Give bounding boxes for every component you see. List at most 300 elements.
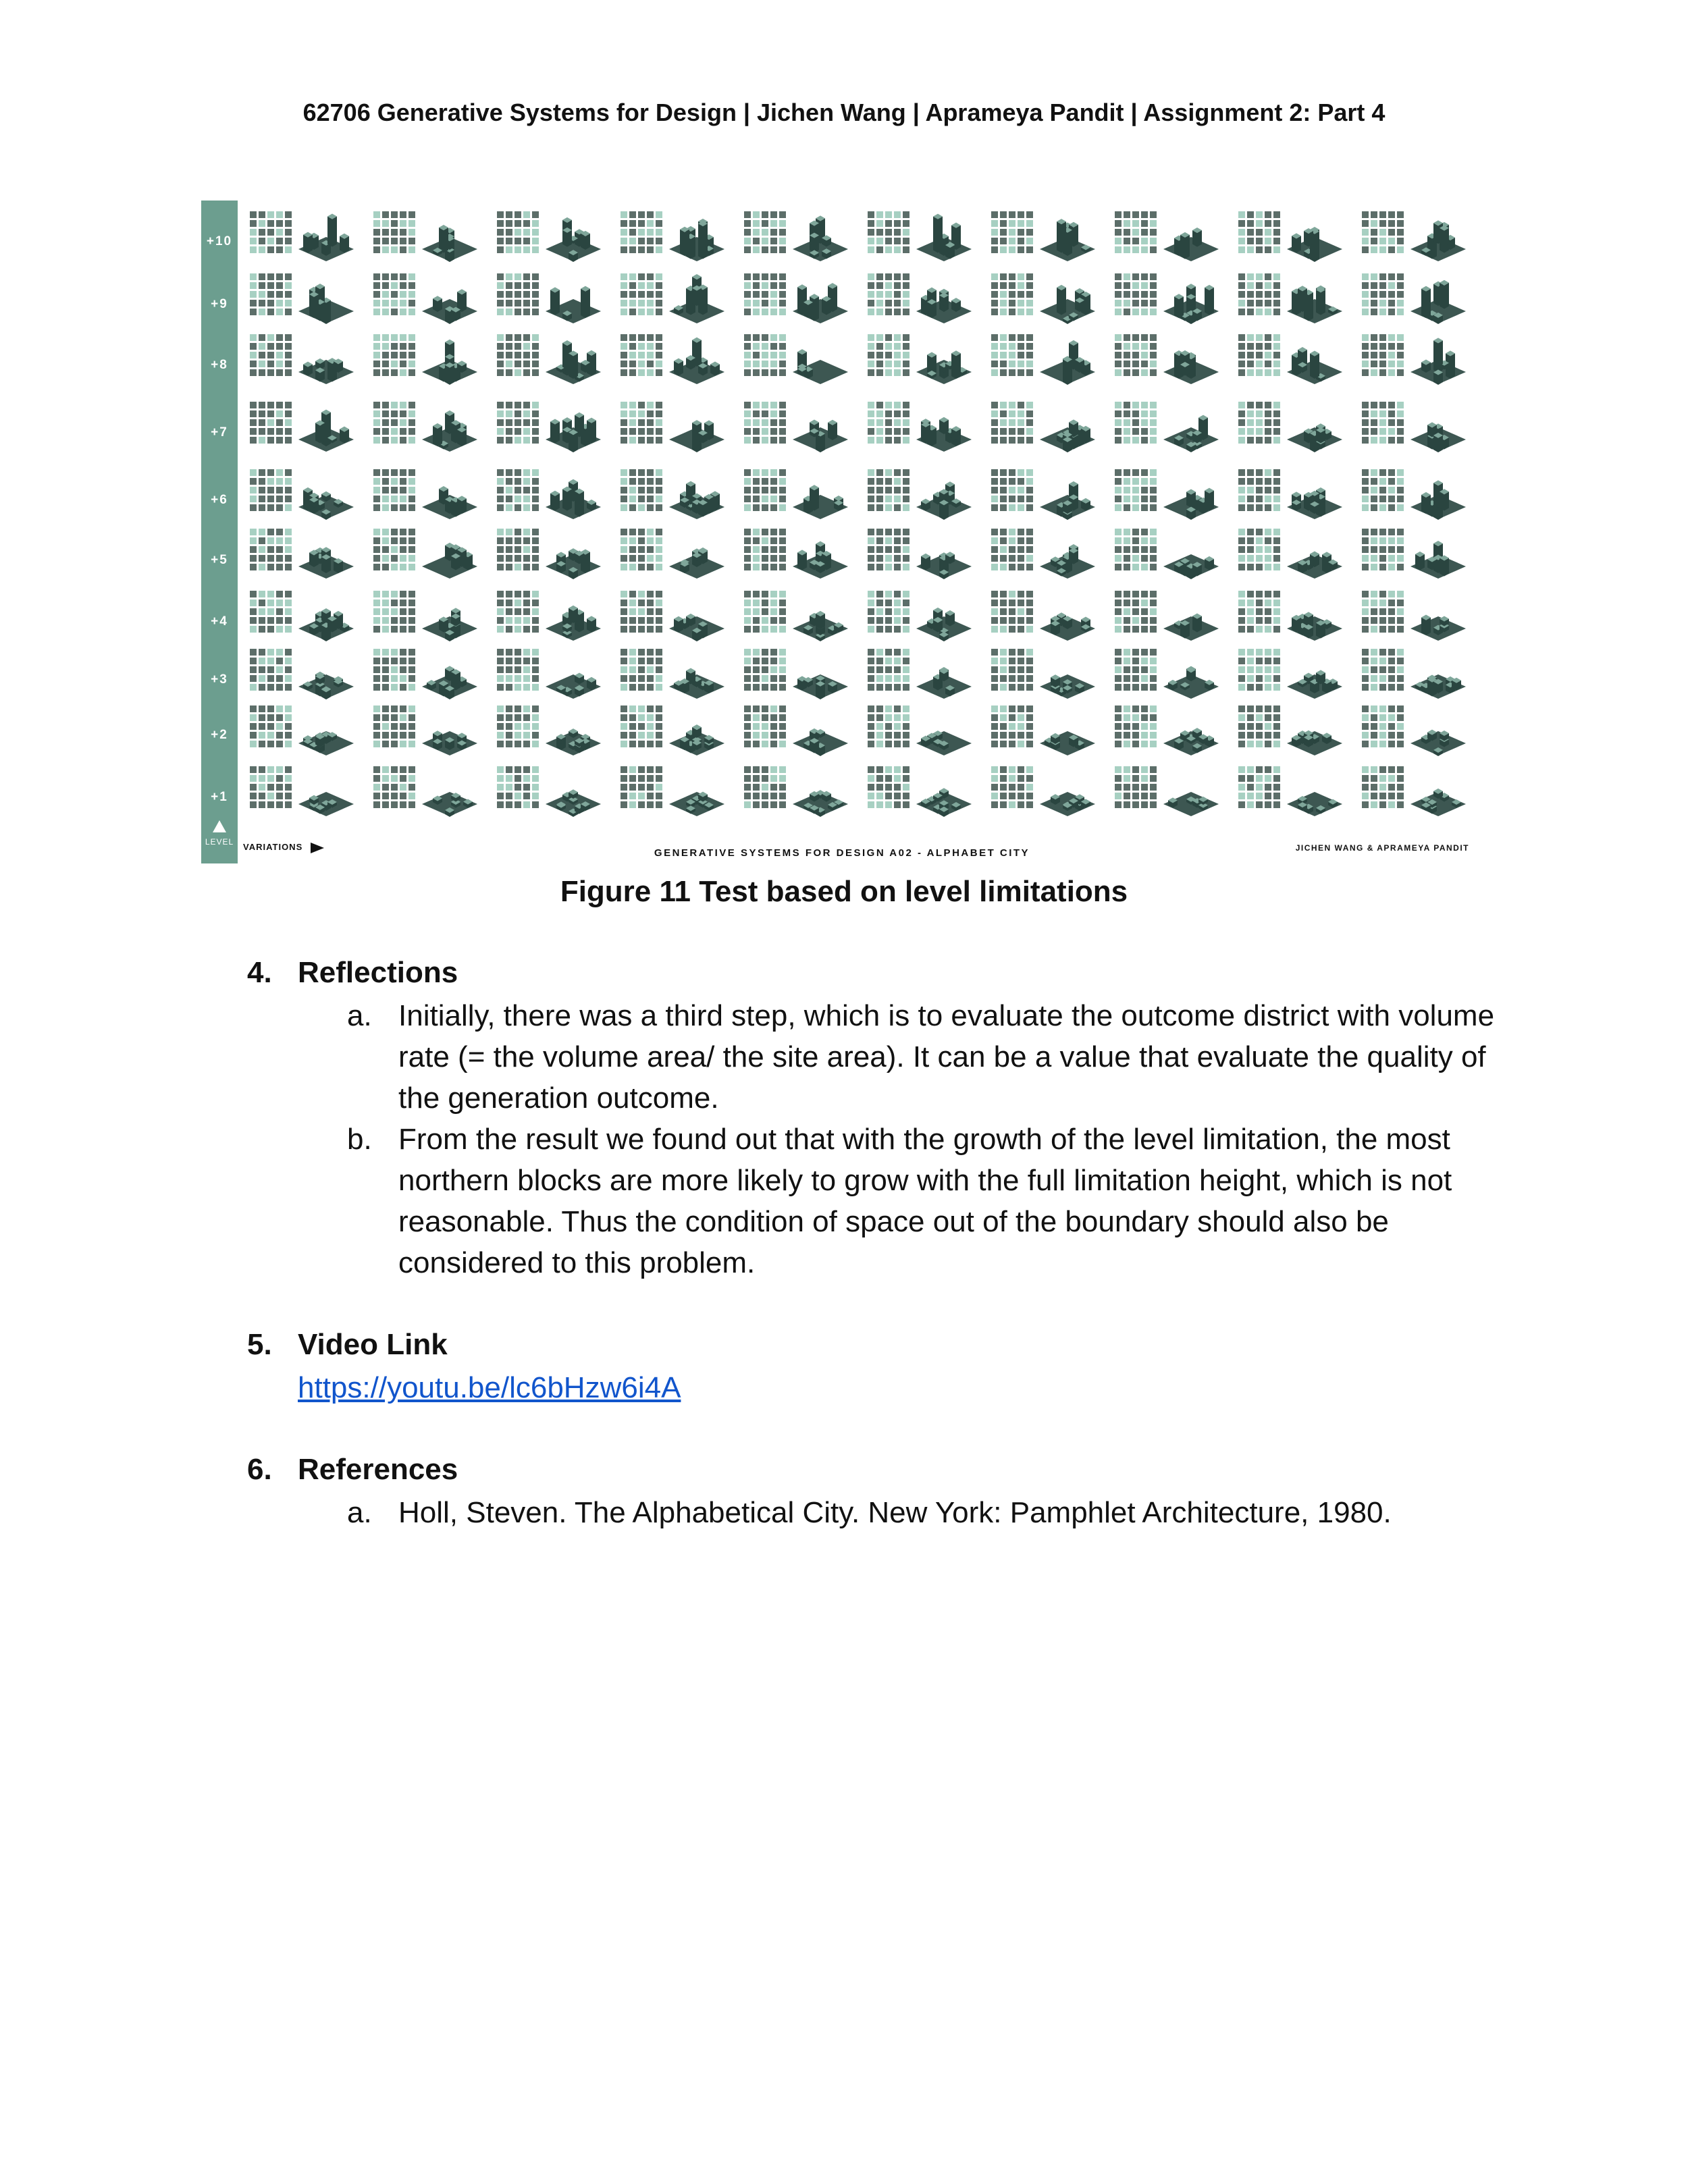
massing-icon [1038,525,1097,580]
plan-tile [744,649,786,691]
variation-cell [247,643,355,700]
massing-icon [668,207,726,263]
massing-icon [1162,398,1220,453]
variation-cell [371,329,479,385]
massing-icon [297,269,355,325]
variation-cell [741,585,849,642]
massing-icon [544,645,602,700]
variation-cell [988,396,1097,453]
massing-icon [544,762,602,818]
variation-cell [1236,523,1344,580]
massing-icon [791,269,849,325]
massing-icon [544,398,602,453]
plan-tile [744,529,786,570]
massing-icon [1162,701,1220,757]
level-bar [201,201,238,863]
massing-tower [680,230,689,256]
level-word: LEVEL [205,837,234,847]
plan-tile [1115,529,1157,570]
variation-cell [1112,761,1220,818]
plan-tile [250,529,292,570]
level-label: +1 [211,790,228,804]
massing-tower [303,235,313,253]
massing-icon [1286,525,1344,580]
massing-icon [1038,645,1097,700]
massing-tower [921,425,930,444]
massing-tower [951,353,961,379]
variation-cell [741,761,849,818]
variation-cell [371,464,479,521]
plan-tile [497,529,539,570]
massing-icon [1038,207,1097,263]
variation-cell [1236,700,1344,757]
variation-cell [865,206,973,263]
massing-icon [791,330,849,385]
massing-tower [550,422,560,444]
massing-icon [1286,465,1344,521]
massing-icon [1409,587,1467,642]
massing-icon [421,762,479,818]
variation-cell [618,396,726,453]
variation-cell [1359,523,1467,580]
variation-cell [618,700,726,757]
massing-icon [1409,330,1467,385]
massing-icon [791,645,849,700]
massing-icon [297,207,355,263]
variation-cell [988,268,1097,325]
variations-label: VARIATIONS [243,842,303,852]
variation-cell [988,523,1097,580]
massing-icon [1409,398,1467,453]
massing-icon [1038,269,1097,325]
variation-cell [988,329,1097,385]
variation-cell [494,700,602,757]
variation-cell [865,464,973,521]
plan-tile [250,766,292,808]
plan-tile [621,529,662,570]
variation-cell [1236,585,1344,642]
massing-tower [933,217,943,247]
plan-tile [991,211,1033,253]
level-limitation-figure [201,201,1483,863]
figure-caption: Figure 11 Test based on level limitations [560,875,1128,908]
variation-cell [371,643,479,700]
variation-cell [371,396,479,453]
massing-icon [1038,398,1097,453]
massing-icon [1286,587,1344,642]
massing-icon [915,207,973,263]
plan-tile [250,211,292,253]
plan-tile [621,649,662,691]
plan-tile [991,402,1033,444]
massing-icon [1409,701,1467,757]
massing-tower [1310,353,1319,379]
plan-tile [373,211,415,253]
massing-icon [421,330,479,385]
massing-icon [421,645,479,700]
massing-icon [544,465,602,521]
massing-icon [297,525,355,580]
massing-icon [544,525,602,580]
massing-base [1163,237,1219,261]
plan-tile [250,705,292,747]
massing-icon [297,330,355,385]
plan-tile [373,273,415,315]
plan-tile [373,469,415,511]
plan-tile [621,334,662,376]
plan-tile [1362,591,1404,633]
variation-cell [247,700,355,757]
video-link[interactable]: https://youtu.be/lc6bHzw6i4A [298,1371,681,1404]
variation-cell [247,523,355,580]
plan-tile [868,529,909,570]
massing-icon [668,525,726,580]
plan-tile [1362,402,1404,444]
massing-tower [816,433,825,452]
variation-cell [741,396,849,453]
massing-icon [1286,701,1344,757]
massing-tower [1433,340,1443,367]
massing-tower [1298,288,1307,312]
plan-tile [991,273,1033,315]
variation-cell [1359,396,1467,453]
massing-icon [791,398,849,453]
variation-cell [247,268,355,325]
massing-icon [1038,587,1097,642]
plan-tile [497,705,539,747]
section-title: Reflections [298,956,458,989]
level-label: +10 [206,234,233,248]
massing-icon [1286,330,1344,385]
variation-cell [494,396,602,453]
variation-cell [618,206,726,263]
massing-icon [1409,762,1467,818]
massing-base [1163,616,1219,641]
plan-tile [1362,334,1404,376]
plan-tile [497,469,539,511]
variation-cell [865,396,973,453]
plan-tile [744,469,786,511]
massing-icon [1162,269,1220,325]
plan-tile [868,766,909,808]
level-label: +6 [211,493,228,507]
plan-tile [1115,591,1157,633]
plan-tile [497,334,539,376]
variation-cell [865,523,973,580]
plan-tile [497,273,539,315]
variation-cell [1112,523,1220,580]
plan-tile [1238,591,1280,633]
plan-tile [1238,273,1280,315]
massing-icon [1286,207,1344,263]
massing-icon [791,207,849,263]
plan-tile [1115,402,1157,444]
plan-tile [744,273,786,315]
massing-tower [587,421,596,444]
plan-tile [373,402,415,444]
plan-tile [497,649,539,691]
plan-tile [868,649,909,691]
page-header: 62706 Generative Systems for Design | Jichen Wang | Aprameya Pandit | Assignment 2: Part 4 [302,99,1386,126]
massing-icon [668,465,726,521]
variation-cell [494,523,602,580]
level-label: +5 [211,553,228,567]
plan-tile [1115,705,1157,747]
massing-icon [421,207,479,263]
variation-cell [1112,700,1220,757]
plan-tile [868,334,909,376]
variation-cell [1359,206,1467,263]
massing-icon [1162,525,1220,580]
variation-cell [741,206,849,263]
variation-cell [247,329,355,385]
massing-tower [1205,288,1214,315]
plan-tile [868,591,909,633]
massing-icon [421,465,479,521]
plan-tile [373,591,415,633]
plan-tile [1362,705,1404,747]
plan-tile [868,273,909,315]
plan-tile [1362,273,1404,315]
plan-tile [744,402,786,444]
plan-tile [991,529,1033,570]
massing-icon [915,762,973,818]
figure-inner-title: GENERATIVE SYSTEMS FOR DESIGN A02 - ALPHABET CITY [654,847,1030,859]
plan-tile [497,766,539,808]
plan-tile [373,766,415,808]
massing-tower [439,228,448,252]
variation-grid [247,201,1483,835]
variation-cell [1112,206,1220,263]
variation-cell [741,523,849,580]
plan-tile [250,591,292,633]
list-marker: a. [347,999,372,1032]
massing-tower [569,353,578,379]
plan-tile [744,766,786,808]
variation-cell [247,206,355,263]
massing-tower [569,432,578,452]
variation-cell [1359,643,1467,700]
variation-cell [618,464,726,521]
massing-tower [550,290,560,315]
variation-cell [247,585,355,642]
plan-tile [621,273,662,315]
massing-icon [421,525,479,580]
section-number: 5. [247,1328,272,1361]
variation-cell [1359,268,1467,325]
plan-tile [991,766,1033,808]
plan-tile [250,334,292,376]
massing-icon [915,398,973,453]
level-label: +9 [211,297,228,311]
variation-cell [618,268,726,325]
massing-icon [297,701,355,757]
variation-cell [494,464,602,521]
massing-tower [1174,296,1184,318]
plan-tile [991,649,1033,691]
plan-tile [1238,529,1280,570]
variation-cell [865,268,973,325]
variation-cell [1112,329,1220,385]
variation-cell [865,329,973,385]
massing-icon [1409,269,1467,325]
massing-tower [1440,491,1449,510]
massing-icon [297,762,355,818]
plan-tile [1115,211,1157,253]
massing-tower [433,426,442,446]
massing-tower [1421,495,1431,514]
massing-icon [915,645,973,700]
massing-icon [421,587,479,642]
plan-tile [1238,766,1280,808]
plan-tile [1238,334,1280,376]
massing-icon [1286,645,1344,700]
section-number: 6. [247,1453,272,1486]
massing-tower [309,294,319,318]
massing-icon [297,645,355,700]
variation-cell [1236,268,1344,325]
massing-icon [1409,525,1467,580]
massing-icon [1286,762,1344,818]
variation-cell [371,700,479,757]
plan-tile [1115,273,1157,315]
massing-icon [668,587,726,642]
list-item-text: Holl, Steven. The Alphabetical City. New York: Pamphlet Architecture, 1980. [398,1496,1392,1529]
plan-tile [373,705,415,747]
massing-icon [1409,645,1467,700]
variation-cell [1112,643,1220,700]
plan-tile [621,766,662,808]
list-item-text: Initially, there was a third step, which is to evaluate the outcome district with volume rate (= the volume area/ the site area). It can be a value that evaluate the quality of the generation outcome. [398,999,1495,1115]
variation-cell [988,206,1097,263]
plan-tile [991,705,1033,747]
plan-tile [1115,469,1157,511]
massing-icon [668,269,726,325]
variation-cell [1112,396,1220,453]
variation-cell [1359,700,1467,757]
massing-icon [668,330,726,385]
plan-tile [250,469,292,511]
level-label: +2 [211,728,228,742]
massing-icon [544,207,602,263]
variation-cell [494,268,602,325]
massing-icon [297,398,355,453]
variation-cell [1236,329,1344,385]
massing-icon [1038,465,1097,521]
massing-icon [297,465,355,521]
plan-tile [991,334,1033,376]
variation-cell [1236,396,1344,453]
massing-icon [668,701,726,757]
massing-icon [1409,465,1467,521]
plan-tile [621,211,662,253]
variation-cell [494,643,602,700]
massing-tower [1440,228,1449,247]
list-item-text: From the result we found out that with the growth of the level limitation, the most northern blocks are more likely to grow with the full limitation height, which is not reasonable. Thus the condition of space out of the boundary should also be considered to this problem. [398,1123,1452,1279]
plan-tile [1115,649,1157,691]
variation-cell [1112,464,1220,521]
level-label: +7 [211,425,228,440]
level-label: +4 [211,614,228,629]
variation-cell [865,643,973,700]
massing-tower [1316,290,1325,315]
level-arrow-icon [213,820,226,832]
variation-cell [1236,464,1344,521]
massing-icon [297,587,355,642]
plan-tile [1362,766,1404,808]
massing-icon [915,465,973,521]
variation-cell [618,643,726,700]
massing-icon [915,330,973,385]
variation-cell [494,761,602,818]
massing-icon [915,701,973,757]
variation-cell [1359,464,1467,521]
massing-icon [1162,645,1220,700]
section-title: Video Link [298,1328,448,1361]
variation-cell [247,761,355,818]
plan-tile [1362,211,1404,253]
variation-cell [1236,643,1344,700]
massing-tower [562,489,572,511]
variation-cell [494,329,602,385]
plan-tile [1115,766,1157,808]
massing-icon [915,587,973,642]
variation-cell [1236,206,1344,263]
plan-tile [744,334,786,376]
plan-tile [868,402,909,444]
variation-cell [1112,268,1220,325]
variation-cell [865,761,973,818]
variation-cell [741,700,849,757]
plan-tile [868,469,909,511]
plan-tile [1362,469,1404,511]
massing-icon [668,645,726,700]
figure-credit: JICHEN WANG & APRAMEYA PANDIT [1295,843,1469,853]
massing-tower [698,223,708,252]
variation-cell [247,464,355,521]
variation-cell [371,761,479,818]
section-number: 4. [247,956,272,989]
variation-cell [1359,761,1467,818]
variation-cell [618,761,726,818]
variation-cell [1112,585,1220,642]
massing-icon [791,762,849,818]
massing-icon [1286,398,1344,453]
massing-icon [1162,587,1220,642]
plan-tile [621,705,662,747]
massing-icon [1162,762,1220,818]
massing-icon [915,269,973,325]
variation-cell [371,268,479,325]
plan-tile [1238,649,1280,691]
plan-tile [1238,402,1280,444]
variation-cell [247,396,355,453]
massing-tower [581,289,590,312]
massing-icon [668,762,726,818]
massing-tower [1205,491,1214,511]
massing-icon [421,398,479,453]
massing-icon [1162,465,1220,521]
plan-tile [250,402,292,444]
list-marker: a. [347,1496,372,1529]
plan-tile [1238,211,1280,253]
plan-tile [621,469,662,511]
plan-tile [373,334,415,376]
level-label: +8 [211,358,228,372]
variation-cell [865,700,973,757]
massing-icon [544,330,602,385]
plan-tile [1238,469,1280,511]
